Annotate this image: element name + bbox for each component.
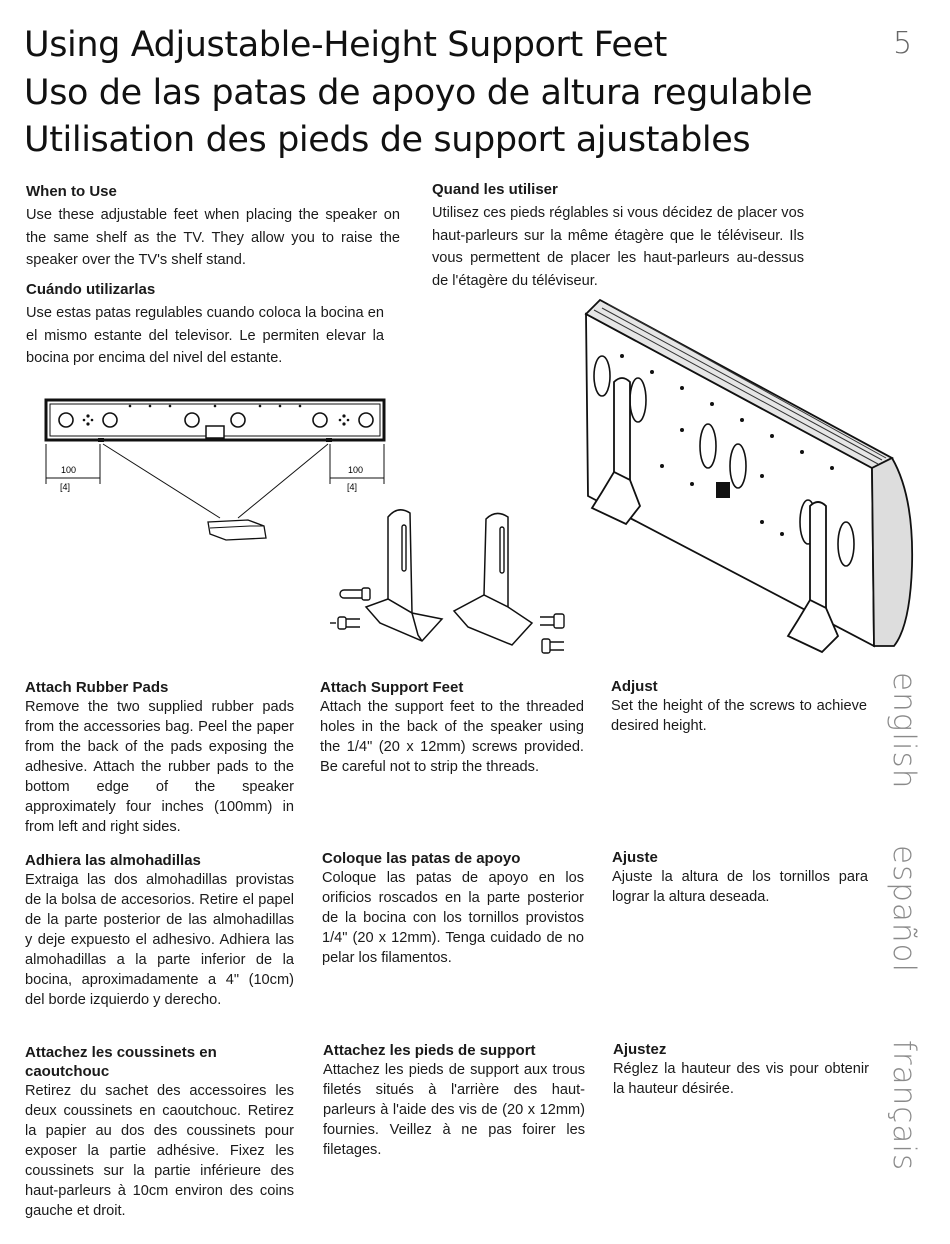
step-attach-support-feet-es xyxy=(322,849,584,968)
section-body: Réglez la hauteur des vis pour obtenir la hauteur désirée. xyxy=(613,1061,869,1097)
step-attach-rubber-pads-fr xyxy=(25,1043,294,1221)
dimension-left-mm: 100 xyxy=(61,465,77,475)
dimension-left-in: [4] xyxy=(60,482,71,492)
section-heading: Ajustez xyxy=(613,1041,667,1058)
section-heading: Attach Rubber Pads xyxy=(25,679,169,696)
step-attach-support-feet-fr xyxy=(323,1041,585,1160)
step-adjust-es xyxy=(612,848,868,907)
section-body: Utilisez ces pieds réglables si vous décidez de placer vos haut-parleurs sur la même étagère que le téléviseur. Ils vous permettent de placer les haut-parleurs au-dessus de l'étagère du téléviseur. xyxy=(432,205,804,289)
page-title-french: Utilisation des pieds de support ajustables xyxy=(24,120,751,160)
section-body: Use these adjustable feet when placing the speaker on the same shelf as the TV. They allow you to raise the speaker over the TV's shelf stand. xyxy=(26,207,400,268)
page-title-spanish: Uso de las patas de apoyo de altura regulable xyxy=(24,73,813,113)
intro-when-english xyxy=(26,182,400,272)
step-adjust-fr xyxy=(613,1040,869,1099)
language-tab-spanish: español xyxy=(886,845,922,974)
section-body: Remove the two supplied rubber pads from the accessories bag. Peel the paper from the back of the pads exposing the adhesive. Attach the rubber pads to the bottom edge of the speaker approximately four inches (100mm) in from left and right sides. xyxy=(25,699,294,835)
section-body: Use estas patas regulables cuando coloca la bocina en el mismo estante del televisor. Le permiten elevar la bocina por encima del nivel del estante. xyxy=(26,305,384,366)
section-heading: Adhiera las almohadillas xyxy=(25,852,201,869)
dimension-right-in: [4] xyxy=(347,482,358,492)
section-heading: Attachez les coussinets en caoutchouc xyxy=(25,1044,217,1080)
section-body: Coloque las patas de apoyo en los orificios roscados en la parte posterior de la bocina con los tornillos provistos 1/4" (20 x 12mm). Tenga cuidado de no pelar los filamentos. xyxy=(322,870,584,966)
section-heading: Quand les utiliser xyxy=(432,181,558,198)
section-body: Ajuste la altura de los tornillos para lograr la altura deseada. xyxy=(612,869,868,905)
section-heading: Ajuste xyxy=(612,849,658,866)
section-body: Attach the support feet to the threaded holes in the back of the speaker using the 1/4" (20 x 12mm) screws provided. Be careful not to strip the threads. xyxy=(320,699,584,775)
section-heading: Attachez les pieds de support xyxy=(323,1042,536,1059)
section-body: Set the height of the screws to achieve desired height. xyxy=(611,698,867,734)
section-heading: Coloque las patas de apoyo xyxy=(322,850,521,867)
language-tab-english: english xyxy=(886,672,922,790)
step-adjust-en xyxy=(611,677,867,736)
dimension-right-mm: 100 xyxy=(348,465,364,475)
language-tab-french: français xyxy=(886,1040,922,1172)
section-body: Retirez du sachet des accessoires les deux coussinets en caoutchouc. Retirez la papier au dos des coussinets pour exposer la partie adhésive. Fixez les coussinets sur la partie inférieure des haut-parleurs à 10cm environ des coins gauche et droit. xyxy=(25,1083,294,1219)
section-heading: Adjust xyxy=(611,678,658,695)
page-title-english: Using Adjustable-Height Support Feet xyxy=(24,25,667,65)
section-heading: Cuándo utilizarlas xyxy=(26,281,156,298)
section-heading: When to Use xyxy=(26,183,117,200)
step-attach-support-feet-en xyxy=(320,678,584,777)
intro-when-french xyxy=(432,180,804,292)
section-body: Attachez les pieds de support aux trous filetés situés à l'arrière des haut-parleurs à l'aide des vis de (20 x 12mm) fournies. Veillez à ne pas foirer les filetages. xyxy=(323,1062,585,1158)
step-attach-rubber-pads-es xyxy=(25,851,294,1010)
page-number: 5 xyxy=(893,26,913,61)
section-heading: Attach Support Feet xyxy=(320,679,464,696)
step-attach-rubber-pads-en xyxy=(25,678,294,837)
speaker-rear-illustration xyxy=(582,296,922,656)
intro-when-spanish xyxy=(26,280,384,370)
support-feet-illustration xyxy=(318,495,588,665)
section-body: Extraiga las dos almohadillas provistas de la bolsa de accesorios. Retire el papel de la parte posterior de las almohadillas y deje expuesto el adhesivo. Adhiera las almohadillas a la parte inferior de la bocina, aproximadamente a 4" (10cm) del borde izquierdo y derecho. xyxy=(25,872,294,1008)
